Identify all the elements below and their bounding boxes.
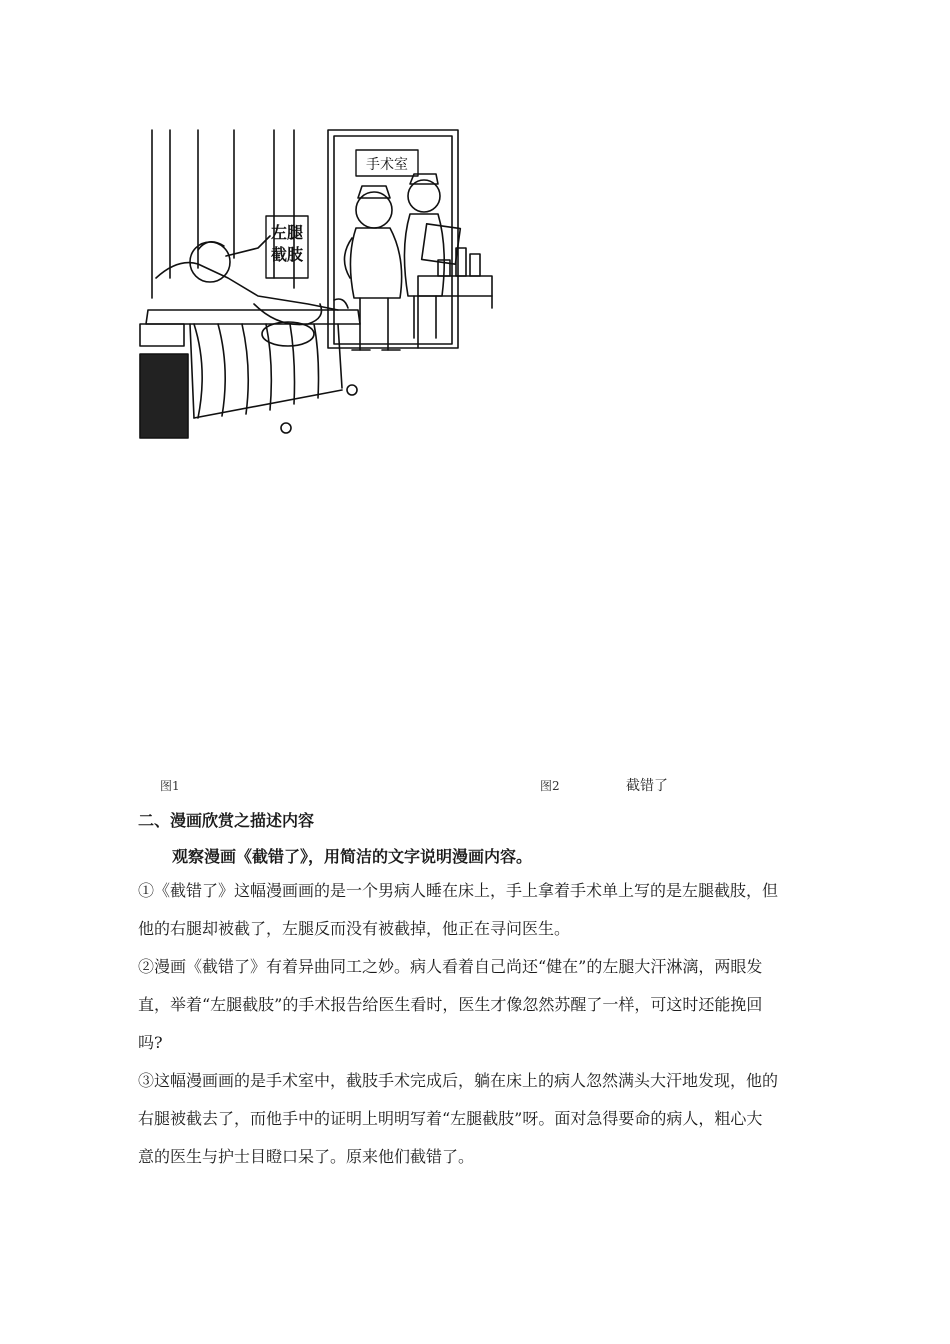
answer-2-line-1: ②漫画《截错了》有着异曲同工之妙。病人看着自己尚还“健在”的左腿大汗淋漓，两眼发 <box>138 957 763 976</box>
section-heading: 二、漫画欣赏之描述内容 <box>138 811 315 830</box>
answer-3-line-2: 右腿被截去了，而他手中的证明上明明写着“左腿截肢”呀。面对急得要命的病人，粗心大 <box>138 1109 763 1128</box>
figure2-title: 截错了 <box>626 778 668 794</box>
answer-3-line-1: ③这幅漫画画的是手术室中，截肢手术完成后，躺在床上的病人忽然满头大汗地发现，他的 <box>138 1071 779 1090</box>
door-sign-text: 手术室 <box>366 157 408 173</box>
cartoon-illustration <box>138 128 494 440</box>
figure1-caption: 图1 <box>160 779 180 793</box>
answer-1-line-2: 他的右腿却被截了，左腿反而没有被截掉，他正在寻问医生。 <box>138 919 571 938</box>
answer-1-line-1: ①《截错了》这幅漫画画的是一个男病人睡在床上，手上拿着手术单上写的是左腿截肢，但 <box>138 881 779 900</box>
cartoon-drawing <box>138 128 494 440</box>
answer-2-line-3: 吗? <box>138 1033 163 1052</box>
wall-sign-text-line1: 左腿 <box>270 223 304 242</box>
figure2-caption: 图2 <box>540 779 560 793</box>
answer-2-line-2: 直，举着“左腿截肢”的手术报告给医生看时，医生才像忽然苏醒了一样，可这时还能挽回 <box>138 995 763 1014</box>
answer-paragraph-2 <box>138 948 814 1062</box>
answer-3-line-3: 意的医生与护士目瞪口呆了。原来他们截错了。 <box>138 1147 475 1166</box>
instruction-text: 观察漫画《截错了》，用简洁的文字说明漫画内容。 <box>172 847 533 866</box>
answer-paragraph-1 <box>138 872 814 948</box>
answer-paragraph-3 <box>138 1062 814 1176</box>
wall-sign-text-line2: 截肢 <box>270 245 304 264</box>
